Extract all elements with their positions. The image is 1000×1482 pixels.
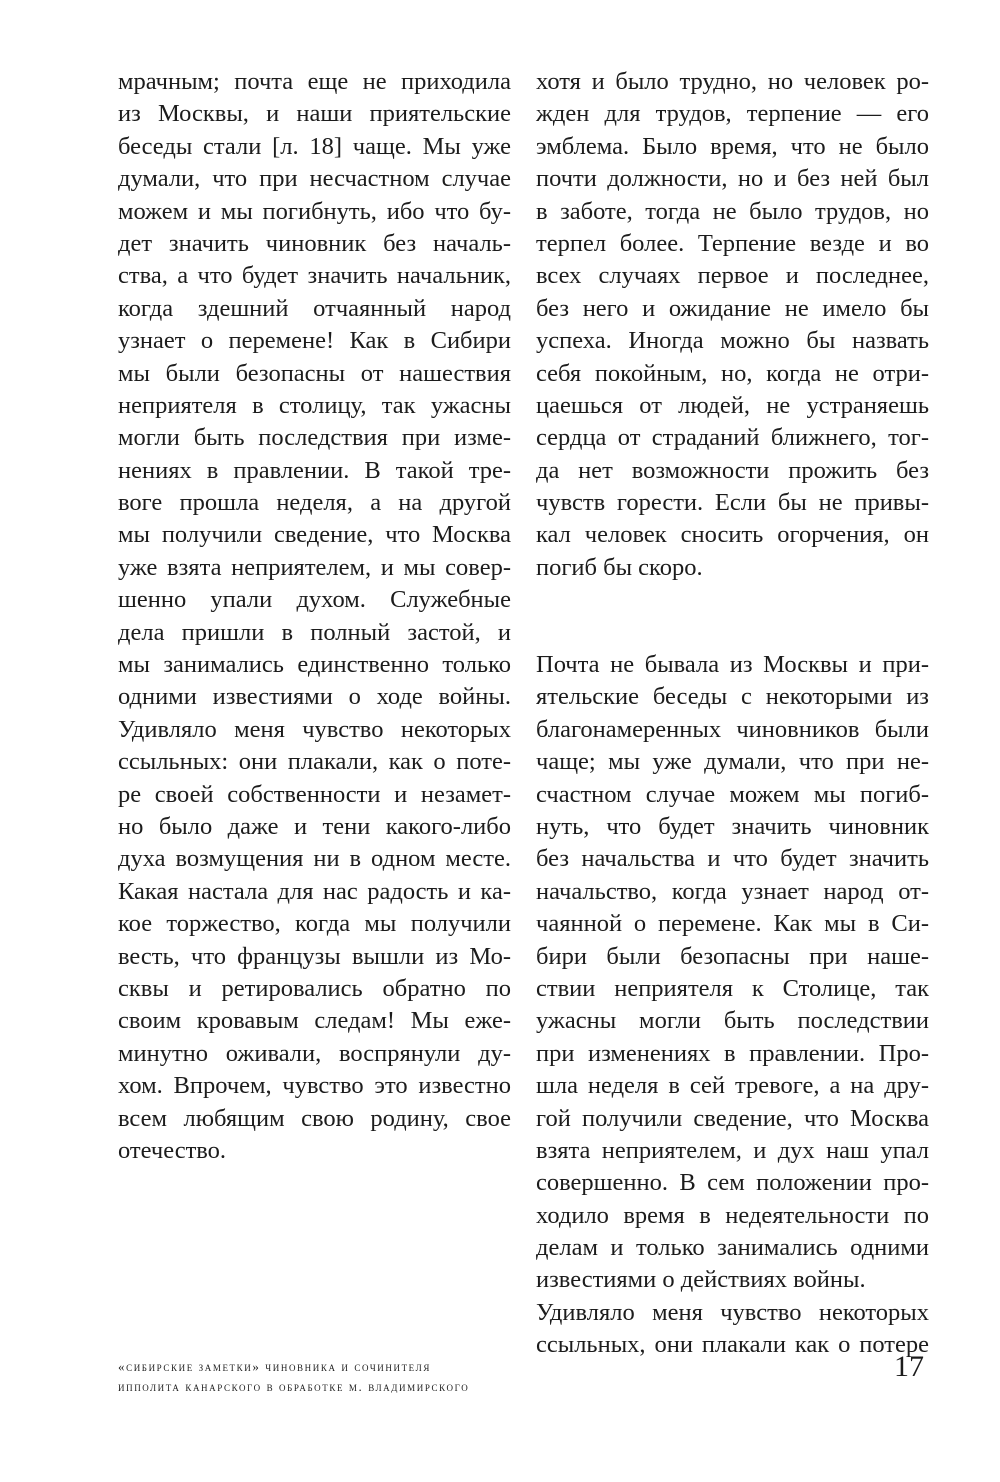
left-text-column — [118, 66, 511, 1167]
text-line: ужасны могли быть последствии — [536, 1007, 929, 1035]
text-line: мы занимались единственно только — [118, 651, 511, 679]
text-line: погиб бы скоро. — [536, 553, 703, 581]
text-line: себя покойным, но, когда не отри- — [536, 359, 929, 387]
text-line: кал человек сносить огорчения, он — [536, 521, 929, 549]
text-line: ства, а что будет значить начальник, — [118, 262, 511, 290]
text-line: хом. Впрочем, чувство это известно — [118, 1072, 511, 1100]
text-line: уже взята неприятелем, и мы совер- — [118, 553, 511, 581]
text-line: Удивляло меня чувство некоторых — [536, 1298, 929, 1326]
text-line: без начальства и что будет значить — [536, 845, 929, 873]
text-line: шенно упали духом. Служебные — [118, 586, 511, 614]
text-line: известиями о действиях войны. — [536, 1266, 866, 1294]
text-line: шла неделя в сей тревоге, а на дру- — [536, 1072, 929, 1100]
text-line: всем любящим свою родину, свое — [118, 1104, 511, 1132]
text-line: чаянной о перемене. Как мы в Си- — [536, 910, 929, 938]
text-line: успеха. Иногда можно бы назвать — [536, 327, 929, 355]
text-line: узнает о перемене! Как в Сибири — [118, 327, 511, 355]
text-line: неприятеля в столицу, так ужасны — [118, 391, 511, 419]
running-footer — [118, 1357, 718, 1397]
text-line: хотя и было трудно, но человек ро- — [536, 68, 929, 95]
text-line: своим кровавым следам! Мы еже- — [118, 1007, 511, 1035]
text-line: жден для трудов, терпение — его — [536, 100, 929, 128]
text-line: нуть, что будет значить чиновник — [536, 813, 929, 840]
text-line: из Москвы, и наши приятельские — [118, 100, 511, 128]
text-line: беседы стали [л. 18] чаще. Мы уже — [118, 132, 511, 160]
text-line: сердца от страданий ближнего, тог- — [536, 424, 929, 452]
text-line: минутно оживали, воспрянули ду- — [118, 1039, 511, 1067]
text-line: Почта не бывала из Москвы и при- — [536, 651, 929, 679]
text-line: гой получили сведение, что Москва — [536, 1104, 929, 1132]
text-line: одними известиями о ходе войны. — [118, 683, 511, 711]
text-line: дет значить чиновник без началь- — [118, 229, 511, 257]
text-line: ссыльных, они плакали как о потере — [536, 1331, 929, 1359]
text-line: ссыльных: они плакали, как о поте- — [118, 748, 511, 776]
text-line: сквы и ретировались обратно по — [118, 974, 511, 1002]
footer-line: ипполита канарского в обработке м. владимирского — [118, 1379, 470, 1394]
text-line: бири были безопасны при наше- — [536, 942, 929, 970]
text-line: кое торжество, когда мы получили — [118, 910, 511, 938]
text-line: делам и только занимались одними — [536, 1234, 929, 1262]
right-text-column — [536, 66, 929, 1362]
text-line: воге прошла неделя, а на другой — [118, 489, 511, 517]
text-line: счастном случае можем мы погиб- — [536, 780, 929, 808]
text-line: терпел более. Терпение везде и во — [536, 229, 929, 257]
text-line: отечество. — [118, 1136, 227, 1164]
text-line: духа возмущения ни в одном месте. — [118, 845, 511, 873]
text-line: Какая настала для нас радость и ка- — [118, 877, 511, 905]
text-line: можем и мы погибнуть, ибо что бу- — [118, 197, 511, 225]
text-line: всех случаях первое и последнее, — [536, 262, 929, 290]
text-line: дела пришли в полный застой, и — [118, 618, 511, 646]
text-line: благонамеренных чиновников были — [536, 715, 929, 743]
text-line: мы были безопасны от нашествия — [118, 359, 511, 387]
text-line: цаешься от людей, не устраняешь — [536, 391, 929, 419]
text-line: ре своей собственности и незамет- — [118, 780, 511, 808]
text-line: когда здешний отчаянный народ — [118, 294, 511, 322]
paragraph-gap — [536, 584, 929, 649]
text-line: могли быть последствия при изме- — [118, 424, 511, 452]
text-line: весть, что французы вышли из Мо- — [118, 942, 511, 970]
text-line: ходило время в недеятельности по — [536, 1201, 929, 1229]
text-line: мрачным; почта еще не приходила — [118, 68, 511, 95]
text-line: почти должности, но и без ней был — [536, 165, 929, 193]
text-line: эмблема. Было время, что не было — [536, 132, 929, 160]
text-line: без него и ожидание не имело бы — [536, 294, 929, 322]
text-line: начальство, когда узнает народ от- — [536, 877, 929, 905]
text-line: чаще; мы уже думали, что при не- — [536, 748, 929, 776]
text-line: взята неприятелем, и дух наш упал — [536, 1136, 929, 1164]
text-line: мы получили сведение, что Москва — [118, 521, 511, 549]
text-line: чувств горести. Если бы не привы- — [536, 489, 929, 517]
text-line: в заботе, тогда не было трудов, но — [536, 197, 929, 225]
page-number: 17 — [894, 1350, 924, 1383]
text-line: но было даже и тени какого-либо — [118, 812, 511, 840]
footer-line: «сибирские заметки» чиновника и сочинителя — [118, 1359, 431, 1374]
text-line: нениях в правлении. В такой тре- — [118, 456, 511, 484]
text-line: совершенно. В сем положении про- — [536, 1169, 929, 1197]
text-line: ятельские беседы с некоторыми из — [536, 683, 929, 711]
text-line: при изменениях в правлении. Про- — [536, 1039, 929, 1067]
text-line: думали, что при несчастном случае — [118, 165, 511, 193]
text-line: ствии неприятеля к Столице, так — [536, 974, 929, 1002]
text-line: да нет возможности прожить без — [536, 456, 929, 484]
text-line: Удивляло меня чувство некоторых — [118, 715, 511, 743]
